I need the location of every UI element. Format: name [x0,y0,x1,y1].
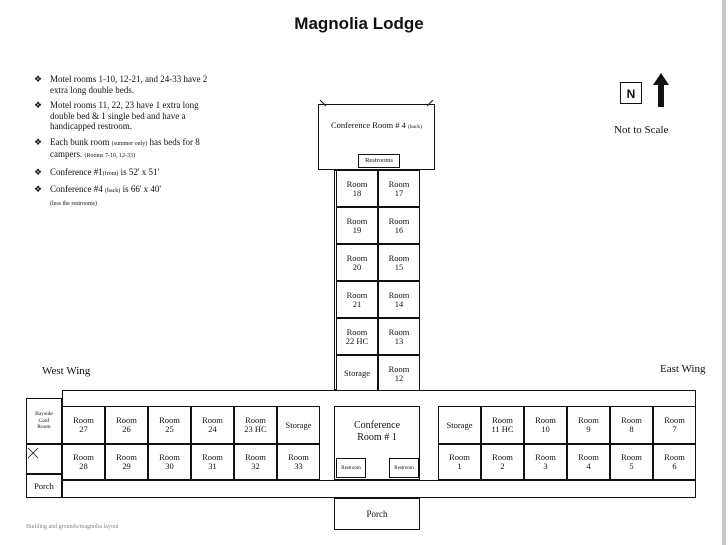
door-swing-icons [318,100,435,108]
room-cell [438,406,481,444]
room-cell [438,444,481,480]
room-cell [378,170,420,207]
note-text: has beds for 8 campers. [50,136,200,159]
room-cell [524,406,567,444]
door-icon [26,444,62,474]
room-cell [277,444,320,480]
up-arrow-icon [652,72,670,108]
north-marker: N [620,82,642,104]
room-cell [378,318,420,355]
note-text: is 52' x 51' [120,166,160,177]
note-text: is 66' x 40' [122,184,162,194]
note-text: Motel rooms 11, 22, 23 have 1 extra long double bed & 1 single bed and have a handicapped restroom. [50,100,199,131]
room-label: Room 21 [346,289,368,309]
room-cell [653,444,696,480]
note-small: (Rooms 7-10, 12-33) [84,153,135,159]
page-title: Magnolia Lodge [294,14,424,33]
room-label: Room 3 [535,452,556,471]
room-label: Room 22 HC [345,326,369,346]
conf4-title-text: Conference Room # 4 [331,120,406,130]
conf4-small-text: (back) [407,124,422,130]
room-label: Room 28 [73,452,94,471]
room-cell [148,444,191,480]
bullet-icon: ❖ [34,166,43,177]
room-cell [378,244,420,281]
room-label: Room 14 [388,289,410,309]
room-label: Storage [344,368,370,378]
note-text: Motel rooms 1-10, 12-21, and 24-33 have 2 extra long double beds. [50,74,208,95]
west-porch [26,474,62,498]
room-label: Room 9 [578,415,599,434]
bullet-icon: ❖ [34,74,43,84]
conference-room-1-title: Conference Room # 1 [353,420,401,443]
room-label: Room 33 [288,452,309,471]
room-cell [481,444,524,480]
room-label: Room 32 [245,452,266,471]
room-cell [62,444,105,480]
front-porch [334,498,420,530]
conference-room-4-title [318,120,435,130]
room-cell [610,444,653,480]
room-cell [378,281,420,318]
room-label: Room 7 [664,415,685,434]
room-label: Room 11 HC [491,415,514,434]
room-label: Room 17 [388,178,410,198]
room-cell [336,170,378,207]
room-cell [610,406,653,444]
room-cell [234,444,277,480]
room-label: Room 13 [388,326,410,346]
room-label: Room 4 [578,452,599,471]
room-cell [191,444,234,480]
room-label: Room 26 [116,415,137,434]
restroom-label: Restroom [341,465,361,471]
note-small: (back) [104,188,121,194]
room-cell [105,444,148,480]
footer-caption: Building and grounds/magnolia layout [26,524,119,530]
note-small: (summer only) [111,140,148,147]
room-label: Room 6 [664,452,685,471]
room-cell [336,318,378,355]
room-cell [524,444,567,480]
note-text: Conference #1 [50,166,103,177]
notes-list [34,74,214,214]
front-porch-label: Porch [366,508,388,519]
note-item [34,184,214,209]
room-cell [105,406,148,444]
note-text: Each bunk room [50,136,110,147]
room-label: Room 12 [388,363,410,383]
east-wing-label: East Wing [660,363,706,375]
room-cell [336,355,378,392]
room-label: Room 10 [535,415,556,434]
corridor-bottom [62,480,696,498]
room-cell [148,406,191,444]
room-label: Room 18 [346,178,368,198]
room-cell [567,444,610,480]
room-label: Room 29 [116,452,137,471]
room-cell [378,207,420,244]
restrooms-label: Restrooms [365,157,393,164]
note-item [34,167,214,180]
room-cell [481,406,524,444]
room-cell [336,207,378,244]
note-item [34,137,214,162]
restroom-label: Restroom [394,465,414,471]
room-cell [277,406,320,444]
bayside-label: Bayside Conf Room [35,411,53,431]
room-cell [378,355,420,392]
page-edge [722,0,726,545]
note-item [34,74,214,95]
restrooms-conf4 [358,154,400,168]
note-small: (less the restrooms) [50,200,97,207]
note-small: (front) [102,170,119,177]
scale-note: Not to Scale [614,124,669,136]
room-cell [567,406,610,444]
room-cell [336,244,378,281]
west-wing-label: West Wing [42,365,91,377]
bullet-icon: ❖ [34,136,43,147]
room-label: Room 30 [159,452,180,471]
room-label: Room 15 [388,252,410,272]
west-porch-label: Porch [34,480,54,491]
room-cell [234,406,277,444]
room-cell [653,406,696,444]
corridor-top [62,390,696,406]
room-label: Room 1 [449,452,470,471]
room-cell [62,406,105,444]
room-label: Room 24 [202,415,223,434]
room-label: Room 20 [346,252,368,272]
room-label: Storage [285,419,312,430]
restroom-right [389,458,419,478]
room-label: Room 31 [202,452,223,471]
room-cell [336,281,378,318]
note-text: Conference #4 [50,184,103,194]
room-label: Room 2 [492,452,513,471]
room-label: Storage [446,419,473,430]
room-label: Room 27 [73,415,94,434]
restroom-left [336,458,366,478]
bayside-conf-room [26,398,62,444]
room-cell [191,406,234,444]
bullet-icon: ❖ [34,100,43,110]
room-label: Room 19 [346,215,368,235]
room-label: Room 16 [388,215,410,235]
note-item [34,100,214,132]
bullet-icon: ❖ [34,184,43,194]
room-label: Room 23 HC [244,415,267,434]
room-label: Room 8 [621,415,642,434]
room-label: Room 25 [159,415,180,434]
room-label: Room 5 [621,452,642,471]
